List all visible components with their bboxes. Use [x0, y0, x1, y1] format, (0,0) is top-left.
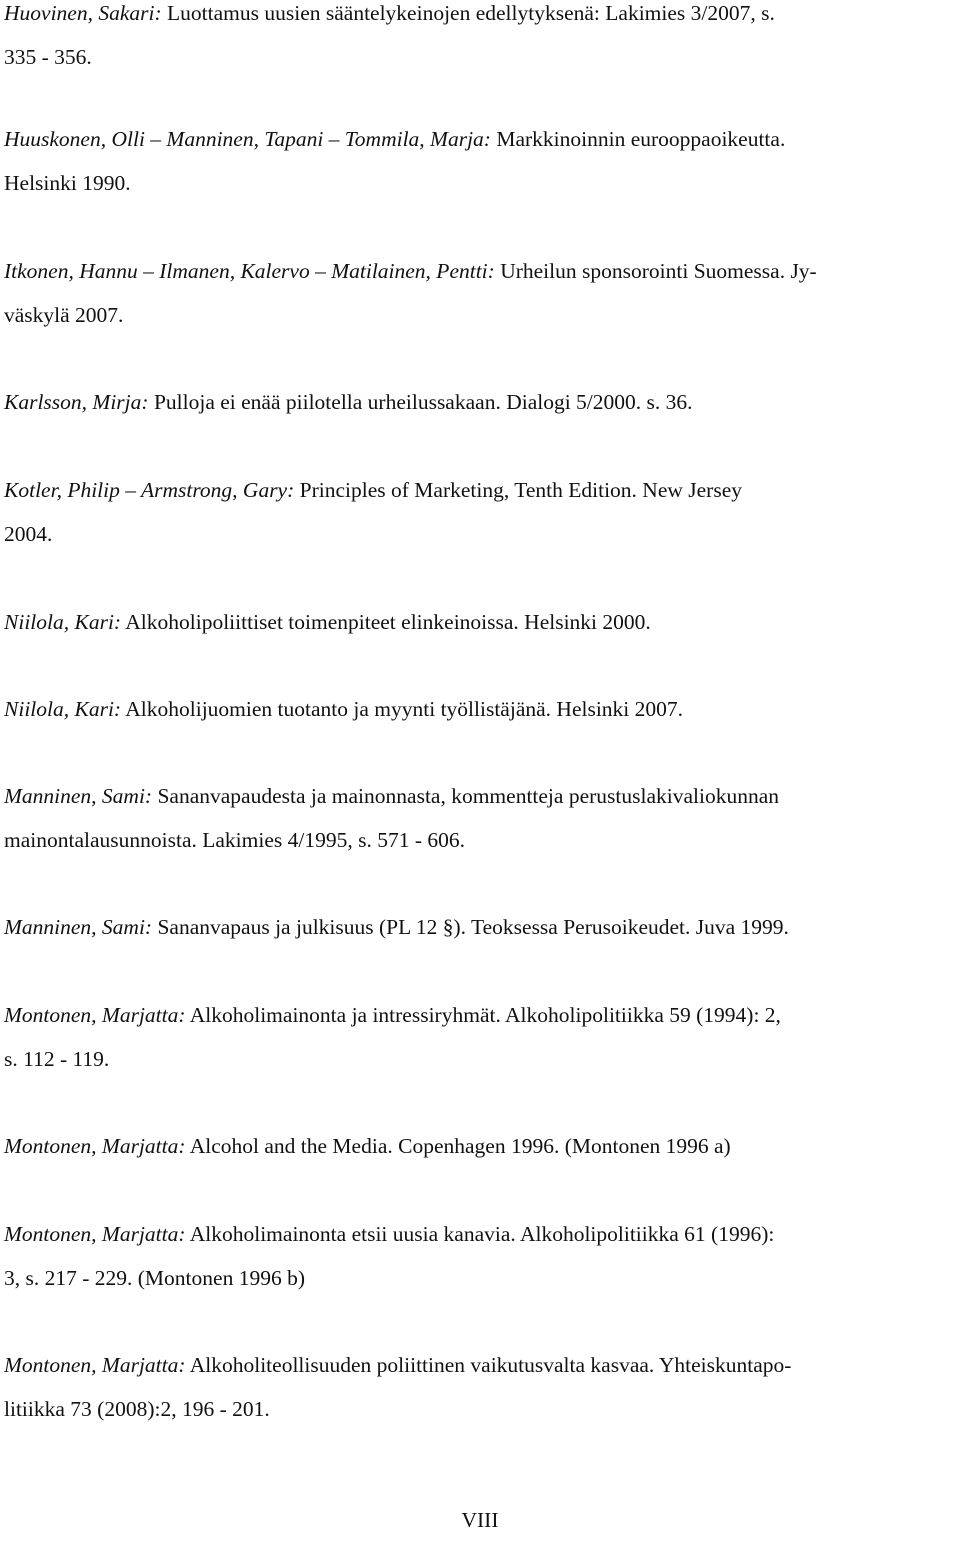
reference-text: Sananvapaudesta ja mainonnasta, kommentteja perustuslakivaliokunnan	[152, 784, 780, 808]
reference-line	[4, 117, 944, 161]
reference-text: Sananvapaus ja julkisuus (PL 12 §). Teoksessa Perusoikeudet. Juva 1999.	[152, 915, 789, 939]
reference-text: Urheilun sponsorointi Suomessa. Jy-	[494, 259, 817, 283]
reference-line	[4, 249, 944, 293]
reference-line	[4, 1343, 944, 1387]
reference-entry	[4, 1124, 944, 1168]
reference-text: Alkoholijuomien tuotanto ja myynti työllistäjänä. Helsinki 2007.	[121, 697, 684, 721]
reference-line	[4, 468, 944, 512]
reference-author: Montonen, Marjatta:	[4, 1353, 186, 1377]
reference-entry	[4, 380, 944, 424]
reference-line: väskylä 2007.	[4, 303, 124, 327]
reference-entry	[4, 249, 944, 337]
reference-text: Alkoholipoliittiset toimenpiteet elinkeinoissa. Helsinki 2000.	[121, 610, 651, 634]
reference-line	[4, 1124, 944, 1168]
reference-text: Luottamus uusien sääntelykeinojen edellytyksenä: Lakimies 3/2007, s.	[161, 1, 775, 25]
reference-text: Alkoholimainonta ja intressiryhmät. Alkoholipolitiikka 59 (1994): 2,	[185, 1003, 781, 1027]
reference-text: Markkinoinnin eurooppaoikeutta.	[490, 127, 786, 151]
reference-line	[4, 687, 944, 731]
reference-line	[4, 380, 944, 424]
reference-entry	[4, 905, 944, 949]
reference-line	[4, 993, 944, 1037]
reference-author: Niilola, Kari:	[4, 697, 122, 721]
reference-line: 335 - 356.	[4, 45, 92, 69]
reference-line	[4, 1212, 944, 1256]
page-number: VIII	[461, 1508, 499, 1532]
reference-line	[4, 905, 944, 949]
reference-author: Karlsson, Mirja:	[4, 390, 149, 414]
reference-line	[4, 600, 944, 644]
reference-entry	[4, 687, 944, 731]
reference-author: Montonen, Marjatta:	[4, 1003, 186, 1027]
reference-text: Alkoholiteollisuuden poliittinen vaikutusvalta kasvaa. Yhteiskuntapo-	[185, 1353, 792, 1377]
reference-author: Itkonen, Hannu – Ilmanen, Kalervo – Matilainen, Pentti:	[4, 259, 495, 283]
reference-entry	[4, 600, 944, 644]
reference-author: Manninen, Sami:	[4, 784, 153, 808]
reference-line	[4, 774, 944, 818]
reference-author: Montonen, Marjatta:	[4, 1134, 186, 1158]
reference-author: Kotler, Philip – Armstrong, Gary:	[4, 478, 295, 502]
reference-text: Alcohol and the Media. Copenhagen 1996. (Montonen 1996 a)	[185, 1134, 731, 1158]
reference-author: Huuskonen, Olli – Manninen, Tapani – Tommila, Marja:	[4, 127, 491, 151]
reference-entry	[4, 993, 944, 1081]
reference-entry	[4, 1212, 944, 1300]
reference-author: Manninen, Sami:	[4, 915, 153, 939]
reference-entry	[4, 0, 944, 79]
reference-entry	[4, 117, 944, 205]
reference-entry	[4, 774, 944, 862]
reference-author: Montonen, Marjatta:	[4, 1222, 186, 1246]
reference-line	[4, 0, 944, 35]
reference-entry	[4, 1343, 944, 1431]
reference-text: Alkoholimainonta etsii uusia kanavia. Alkoholipolitiikka 61 (1996):	[185, 1222, 775, 1246]
reference-line: mainontalausunnoista. Lakimies 4/1995, s. 571 - 606.	[4, 828, 466, 852]
reference-text: Principles of Marketing, Tenth Edition. New Jersey	[294, 478, 742, 502]
reference-line: 3, s. 217 - 229. (Montonen 1996 b)	[4, 1266, 305, 1290]
reference-line: litiikka 73 (2008):2, 196 - 201.	[4, 1397, 270, 1421]
reference-entry	[4, 468, 944, 556]
reference-author: Niilola, Kari:	[4, 610, 122, 634]
reference-text: Pulloja ei enää piilotella urheilussakaan. Dialogi 5/2000. s. 36.	[148, 390, 693, 414]
reference-line: s. 112 - 119.	[4, 1047, 110, 1071]
reference-line: Helsinki 1990.	[4, 171, 131, 195]
reference-line: 2004.	[4, 522, 53, 546]
reference-author: Huovinen, Sakari:	[4, 1, 162, 25]
